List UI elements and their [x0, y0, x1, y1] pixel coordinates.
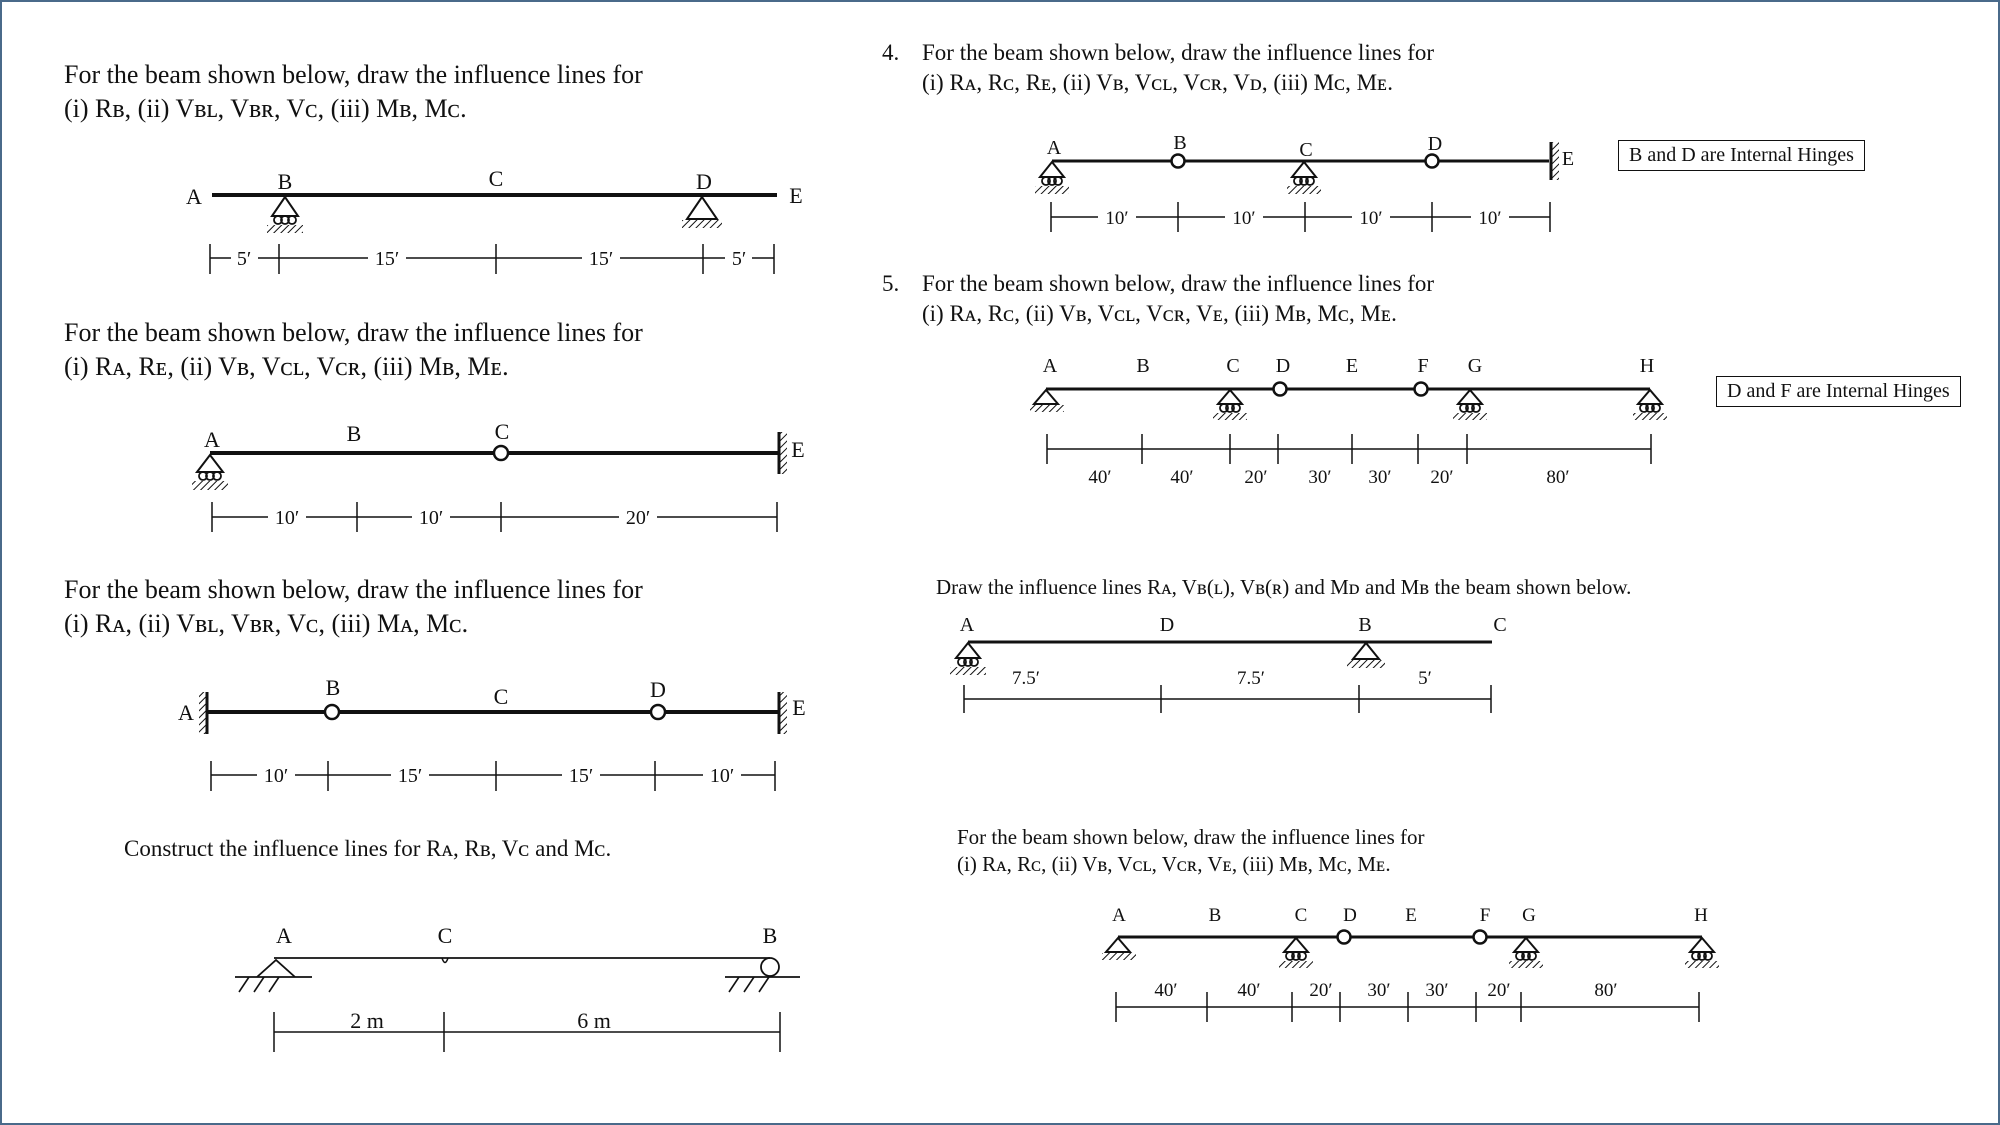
point-label-e: E	[1561, 148, 1575, 170]
point-label-d: D	[1427, 133, 1443, 155]
problem-6-line-1: Construct the influence lines for Rᴀ, Rʙ, Vᴄ and Mᴄ.	[124, 836, 612, 861]
pin-support-d	[682, 197, 722, 228]
dimension-label: 40′	[1237, 980, 1261, 1001]
point-label-c: C	[1299, 139, 1313, 161]
figure-2	[192, 419, 805, 532]
dimension-label: 15′	[588, 248, 614, 270]
point-label-e: E	[791, 437, 805, 462]
problem-4-line-2: (i) Rᴀ, Rᴄ, Rᴇ, (ii) Vʙ, Vᴄʟ, Vᴄʀ, Vᴅ, (iii) Mᴄ, Mᴇ.	[922, 69, 1393, 95]
point-label-a: A	[204, 427, 220, 452]
problem-1-line-2: (i) Rʙ, (ii) Vʙʟ, Vʙʀ, Vᴄ, (iii) Mʙ, Mᴄ.	[64, 93, 467, 123]
point-label-c: C	[494, 419, 510, 444]
dimension-label: 10′	[1232, 208, 1256, 229]
point-label-c: C	[437, 923, 453, 948]
dimension-label: 20′	[1487, 980, 1511, 1001]
roller-support-h	[1633, 390, 1667, 420]
internal-hinge-b	[325, 705, 339, 719]
point-label-d: D	[1159, 614, 1175, 636]
point-label-a: A	[1046, 137, 1062, 159]
point-label-h: H	[1694, 905, 1708, 926]
point-label-c: C	[493, 684, 509, 709]
roller-support-c	[1213, 390, 1247, 420]
problem-7-line-1: Draw the influence lines Rᴀ, Vʙ(ʟ), Vʙ(ʀ) and Mᴅ and Mʙ the beam shown below.	[936, 575, 1632, 599]
dimension-label: 10′	[1478, 208, 1502, 229]
problem-5-hinge-note: D and F are Internal Hinges	[1716, 376, 1961, 407]
point-label-d: D	[696, 169, 712, 194]
dimension-label: 7.5′	[1012, 668, 1040, 689]
figure-3	[178, 675, 806, 791]
fixed-support-e	[1551, 142, 1559, 180]
internal-hinge-d	[1338, 931, 1351, 944]
point-label-c: C	[488, 166, 504, 191]
roller-support-b	[725, 958, 800, 992]
roller-support-h	[1685, 938, 1719, 968]
pin-support-a	[235, 960, 312, 992]
problem-4-number: 4.	[882, 40, 900, 65]
dimension-label: 5′	[236, 248, 252, 270]
beam-diagrams	[2, 2, 2000, 1125]
dimension-label: 5′	[731, 248, 747, 270]
point-label-b: B	[1208, 905, 1222, 926]
dimension-label: 20′	[1244, 467, 1268, 488]
problem-3-line-2: (i) Rᴀ, (ii) Vʙʟ, Vʙʀ, Vᴄ, (iii) Mᴀ, Mᴄ.	[64, 608, 469, 638]
internal-hinge-d	[1274, 383, 1287, 396]
problem-5-line-2: (i) Rᴀ, Rᴄ, (ii) Vʙ, Vᴄʟ, Vᴄʀ, Vᴇ, (iii) Mʙ, Mᴄ, Mᴇ.	[922, 300, 1397, 326]
problem-8-line-1: For the beam shown below, draw the influence lines for	[957, 825, 1425, 849]
point-label-f: F	[1417, 355, 1429, 377]
dimension-label: 10′	[263, 765, 289, 787]
internal-hinge-d	[1426, 155, 1439, 168]
point-label-b: B	[1136, 355, 1150, 377]
figure-4	[1035, 132, 1574, 232]
point-label-a: A	[276, 923, 292, 948]
roller-support-b	[267, 197, 303, 233]
dimension-label: 30′	[1368, 467, 1392, 488]
roller-support-a	[950, 643, 986, 675]
pin-support-a	[1102, 938, 1136, 960]
dimension-label: 15′	[568, 765, 594, 787]
point-label-c: C	[1294, 905, 1308, 926]
dimension-label: 15′	[374, 248, 400, 270]
pin-support-a	[1030, 390, 1064, 412]
problem-8-line-2: (i) Rᴀ, Rᴄ, (ii) Vʙ, Vᴄʟ, Vᴄʀ, Vᴇ, (iii) Mʙ, Mᴄ, Mᴇ.	[957, 852, 1391, 877]
point-label-b: B	[325, 675, 341, 700]
dimension-label: 5′	[1418, 668, 1432, 689]
point-label-b: B	[762, 923, 778, 948]
figure-7	[950, 614, 1507, 713]
dimension-label: 10′	[1105, 208, 1129, 229]
dimension-label: 10′	[418, 507, 444, 529]
point-label-g: G	[1522, 905, 1536, 926]
point-label-b: B	[277, 169, 293, 194]
point-label-e: E	[1405, 905, 1417, 926]
point-label-b: B	[1358, 614, 1372, 636]
roller-support-a	[192, 455, 228, 490]
internal-hinge-d	[651, 705, 665, 719]
internal-hinge-b	[1172, 155, 1185, 168]
pin-support-b	[1347, 643, 1385, 668]
dimension-label: 40′	[1088, 467, 1112, 488]
dimension-label: 15′	[397, 765, 423, 787]
point-label-f: F	[1479, 905, 1491, 926]
point-label-a: A	[186, 184, 202, 209]
dimension-label: 30′	[1425, 980, 1449, 1001]
figure-5	[1030, 355, 1667, 488]
point-label-a: A	[1112, 905, 1126, 926]
problem-1-line-1: For the beam shown below, draw the influence lines for	[64, 60, 643, 89]
figure-8	[1102, 905, 1719, 1022]
problem-2-line-1: For the beam shown below, draw the influence lines for	[64, 318, 643, 347]
dimension-label: 80′	[1594, 980, 1618, 1001]
figure-1	[186, 166, 803, 274]
figure-6	[235, 923, 800, 1052]
roller-support-a	[1035, 162, 1069, 194]
internal-hinge-c	[494, 446, 508, 460]
point-label-d: D	[1343, 905, 1357, 926]
internal-hinge-f	[1415, 383, 1428, 396]
dimension-label: 10′	[274, 507, 300, 529]
dimension-label: 80′	[1546, 467, 1570, 488]
dimension-label: 20′	[1309, 980, 1333, 1001]
problem-4-hinge-note: B and D are Internal Hinges	[1618, 140, 1865, 171]
problem-5-line-1: For the beam shown below, draw the influence lines for	[922, 271, 1435, 296]
dimension-label: 2 m	[350, 1008, 384, 1033]
roller-support-g	[1453, 390, 1487, 420]
problem-4-line-1: For the beam shown below, draw the influence lines for	[922, 40, 1435, 65]
point-label-a: A	[1042, 355, 1058, 377]
dimension-label: 30′	[1308, 467, 1332, 488]
dimension-label: 7.5′	[1237, 668, 1265, 689]
point-label-d: D	[1275, 355, 1291, 377]
point-label-b: B	[1173, 132, 1187, 154]
point-label-e: E	[1345, 355, 1359, 377]
dimension-label: 20′	[1430, 467, 1454, 488]
problem-5-number: 5.	[882, 271, 900, 296]
internal-hinge-f	[1474, 931, 1487, 944]
problem-2-line-2: (i) Rᴀ, Rᴇ, (ii) Vʙ, Vᴄʟ, Vᴄʀ, (iii) Mʙ, Mᴇ.	[64, 351, 509, 381]
dimension-label: 10′	[1359, 208, 1383, 229]
point-label-a: A	[959, 614, 975, 636]
point-label-a: A	[178, 700, 194, 725]
fixed-support-e	[779, 432, 787, 474]
point-label-d: D	[650, 677, 666, 702]
roller-support-g	[1509, 938, 1543, 968]
fixed-support-e	[779, 692, 787, 734]
point-label-e: E	[792, 695, 806, 720]
roller-support-c	[1287, 162, 1321, 194]
point-label-g: G	[1467, 355, 1483, 377]
point-label-b: B	[346, 421, 362, 446]
point-label-c: C	[1226, 355, 1240, 377]
dimension-label: 10′	[709, 765, 735, 787]
dimension-label: 20′	[625, 507, 651, 529]
dimension-label: 30′	[1367, 980, 1391, 1001]
dimension-label: 40′	[1170, 467, 1194, 488]
dimension-label: 40′	[1154, 980, 1178, 1001]
dimension-label: 6 m	[577, 1008, 611, 1033]
fixed-support-a	[199, 692, 207, 734]
point-label-c: C	[1493, 614, 1507, 636]
point-label-e: E	[789, 183, 803, 208]
problem-3-line-1: For the beam shown below, draw the influence lines for	[64, 575, 643, 604]
point-label-h: H	[1639, 355, 1655, 377]
roller-support-c	[1279, 938, 1313, 968]
